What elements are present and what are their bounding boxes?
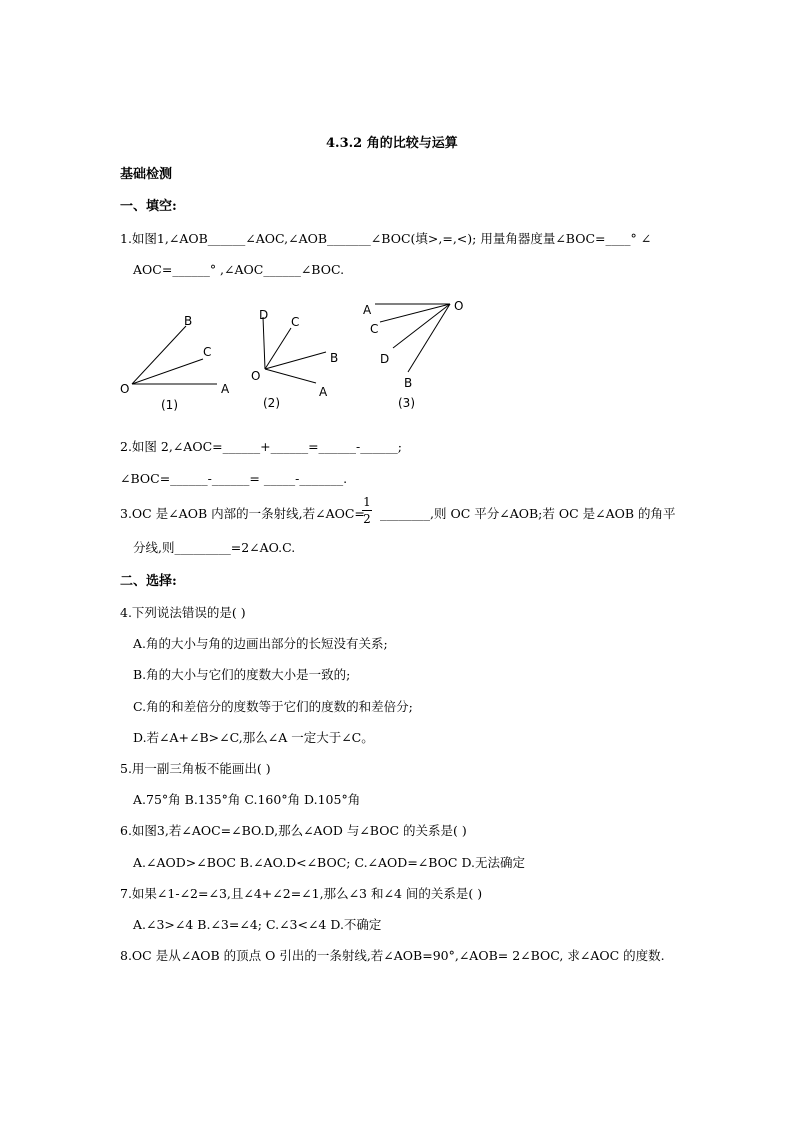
fig1-label-a: A	[221, 382, 230, 396]
page-title: 4.3.2 角的比较与运算	[326, 136, 458, 151]
fig2-ray-od	[263, 317, 265, 369]
fig3-label-d: D	[380, 352, 390, 366]
question-3-line-2: 分线,则_________=2∠AO.C.	[133, 540, 296, 555]
fig3-label-a: A	[363, 303, 372, 317]
fraction-denominator: 2	[363, 512, 371, 526]
fraction-bar	[362, 510, 372, 511]
question-6-options: A.∠AOD>∠BOC B.∠AO.D<∠BOC; C.∠AOD=∠BOC D.无法确定	[133, 855, 526, 870]
question-5-options: A.75°角 B.135°角 C.160°角 D.105°角	[133, 792, 361, 807]
figure-2	[251, 308, 338, 410]
fig2-label-c: C	[291, 315, 300, 329]
question-1-line-2: AOC=______° ,∠AOC______∠BOC.	[133, 262, 345, 277]
question-3-line-1-part-b: ________,则 OC 平分∠AOB;若 OC 是∠AOB 的角平	[380, 506, 676, 521]
question-2-line-1: 2.如图 2,∠AOC=______+______=______-______;	[120, 439, 402, 454]
question-3-line-1-part-a: 3.OC 是∠AOB 内部的一条射线,若∠AOC=	[120, 506, 365, 521]
question-1-line-1: 1.如图1,∠AOB______∠AOC,∠AOB_______∠BOC(填>,=,<); 用量角器度量∠BOC=____° ∠	[120, 231, 652, 246]
fraction-numerator: 1	[363, 495, 371, 509]
angle-figures-svg	[110, 295, 500, 420]
question-4-option-a: A.角的大小与角的边画出部分的长短没有关系;	[133, 636, 388, 651]
fig3-caption: (3)	[398, 396, 415, 410]
fraction-one-half	[362, 495, 372, 526]
fig1-ray-ob	[132, 326, 186, 384]
fig1-label-c: C	[203, 345, 212, 359]
question-7-options: A.∠3>∠4 B.∠3=∠4; C.∠3<∠4 D.不确定	[133, 917, 382, 932]
question-2-line-2: ∠BOC=______-______= _____-_______.	[120, 471, 348, 486]
figure-3	[363, 299, 463, 410]
question-6: 6.如图3,若∠AOC=∠BO.D,那么∠AOD 与∠BOC 的关系是( )	[120, 823, 467, 838]
fig1-ray-oc	[132, 359, 203, 384]
section-heading-basic: 基础检测	[120, 167, 173, 182]
fig2-label-b: B	[330, 351, 339, 365]
fig3-ray-ob	[408, 304, 450, 372]
question-4-option-d: D.若∠A+∠B>∠C,那么∠A 一定大于∠C。	[133, 730, 374, 745]
question-4-option-c: C.角的和差倍分的度数等于它们的度数的和差倍分;	[133, 699, 413, 714]
fig3-label-c: C	[370, 322, 379, 336]
fig2-label-a: A	[319, 385, 328, 399]
question-5: 5.用一副三角板不能画出( )	[120, 761, 271, 776]
fig1-label-b: B	[184, 314, 193, 328]
question-8: 8.OC 是从∠AOB 的顶点 O 引出的一条射线,若∠AOB=90°,∠AOB= 2∠BOC, 求∠AOC 的度数.	[120, 948, 665, 963]
figure-1	[120, 314, 230, 412]
part-heading-choice: 二、选择:	[120, 574, 177, 589]
fig3-ray-oc	[380, 304, 450, 322]
part-heading-fill-in: 一、填空:	[120, 199, 177, 214]
fig2-label-o: O	[251, 369, 261, 383]
question-7: 7.如果∠1-∠2=∠3,且∠4+∠2=∠1,那么∠3 和∠4 间的关系是( )	[120, 886, 483, 901]
fig1-caption: (1)	[161, 398, 178, 412]
fig3-ray-od	[393, 304, 450, 348]
question-4: 4.下列说法错误的是( )	[120, 605, 246, 620]
fig2-caption: (2)	[263, 396, 280, 410]
fig3-label-b: B	[404, 376, 413, 390]
question-4-option-b: B.角的大小与它们的度数大小是一致的;	[133, 667, 351, 682]
fig3-label-o: O	[454, 299, 464, 313]
fig2-ray-oa	[265, 369, 316, 383]
angle-figures	[110, 295, 500, 420]
fig1-label-o: O	[120, 382, 130, 396]
fig2-label-d: D	[259, 308, 269, 322]
